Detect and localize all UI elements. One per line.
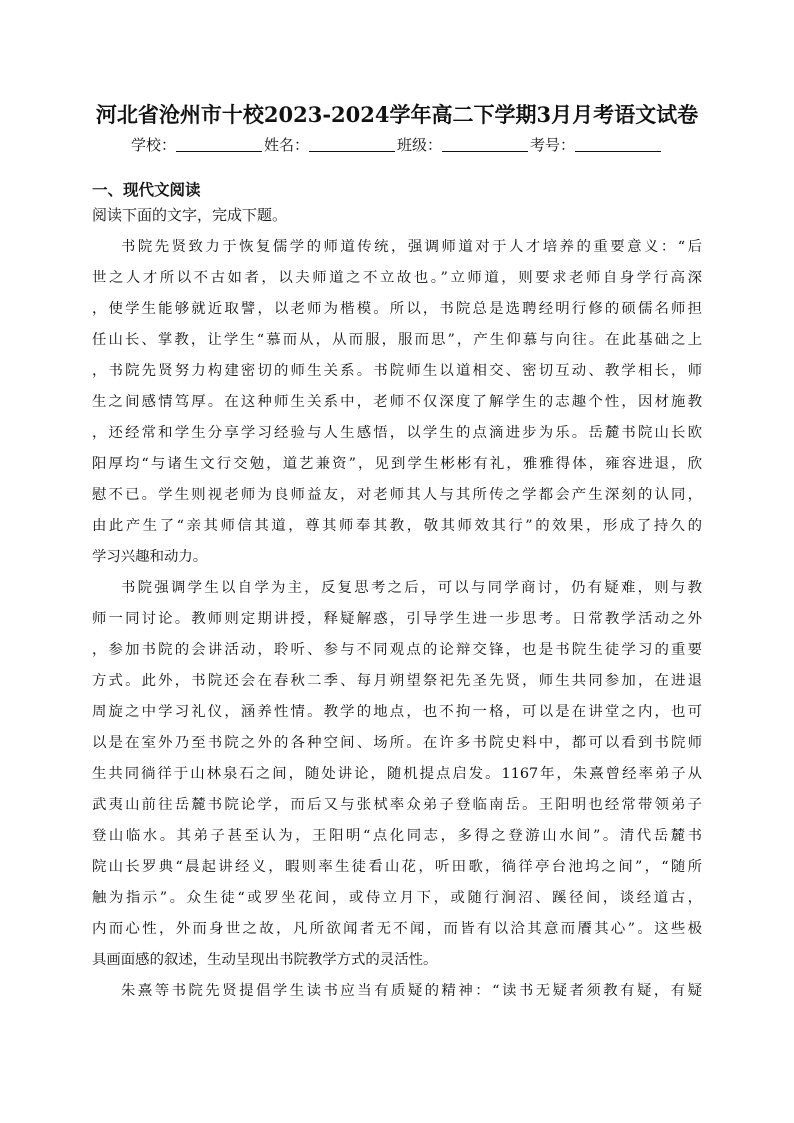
student-info-row — [0, 133, 794, 157]
class-blank — [442, 137, 528, 152]
passage-line: 触为指示”。众生徒“或罗坐花间，或侍立月下，或随行涧沼、蹊径间，谈经道古， — [92, 890, 702, 906]
exam-title: 河北省沧州市十校2023-2024学年高二下学期3月月考语文试卷 — [95, 102, 699, 127]
passage-line: 由此产生了“亲其师信其道，尊其师奉其教，敬其师效其行”的效果，形成了持久的 — [92, 518, 702, 534]
class-field — [397, 133, 530, 157]
name-label: 姓名： — [263, 136, 309, 154]
school-field — [131, 133, 264, 157]
passage-line: ，参加书院的会讲活动，聆听、参与不同观点的论辩交锋，也是书院生徒学习的重要 — [92, 642, 702, 658]
school-blank — [176, 137, 262, 152]
class-label: 班级： — [397, 136, 443, 154]
passage-line: 任山长、掌教，让学生“慕而从，从而服，服而思”，产生仰慕与向往。在此基础之上 — [92, 332, 702, 348]
reading-instruction: 阅读下面的文字，完成下题。 — [92, 206, 288, 224]
school-label: 学校： — [130, 136, 176, 154]
passage-line: 书院先贤致力于恢复儒学的师道传统，强调师道对于人才培养的重要意义：“后 — [121, 239, 702, 255]
name-field — [264, 133, 397, 157]
exam-number-field — [530, 133, 663, 157]
passage-line: 书院强调学生以自学为主，反复思考之后，可以与同学商讨，仍有疑难，则与教 — [121, 580, 702, 596]
passage-line: 慰不已。学生则视老师为良师益友，对老师其人与其所传之学都会产生深刻的认同， — [92, 487, 702, 503]
section-heading: 一、现代文阅读 — [92, 181, 201, 199]
passage-line: ，还经常和学生分享学习经验与人生感悟，以学生的点滴进步为乐。岳麓书院山长欧 — [92, 425, 702, 441]
passage-line: 学习兴趣和动力。 — [92, 549, 208, 565]
passage-line: 具画面感的叙述，生动呈现出书院教学方式的灵活性。 — [92, 952, 438, 968]
passage-line: 生之间感情笃厚。在这种师生关系中，老师不仅深度了解学生的志趣个性，因材施教 — [92, 394, 702, 410]
passage-line: 武夷山前往岳麓书院论学，而后又与张栻率众弟子登临南岳。王阳明也经常带领弟子 — [92, 797, 702, 813]
passage-line: 登山临水。其弟子甚至认为，王阳明“点化同志，多得之登游山水间”。清代岳麓书 — [92, 828, 702, 844]
name-blank — [309, 137, 395, 152]
exam-number-blank — [575, 137, 661, 152]
passage-line: 方式。此外，书院还会在春秋二季、每月朔望祭祀先圣先贤，师生共同参加，在进退 — [92, 673, 702, 689]
passage-line: ，使学生能够就近取譬，以老师为楷模。所以，书院总是选聘经明行修的硕儒名师担 — [92, 301, 702, 317]
passage-line: ，书院先贤努力构建密切的师生关系。书院师生以道相交、密切互动、教学相长，师 — [92, 363, 702, 379]
passage-line: 周旋之中学习礼仪，涵养性情。教学的地点，也不拘一格，可以是在讲堂之内，也可 — [92, 704, 702, 720]
passage-line: 阳厚均“与诸生文行交勉，道艺兼资”，见到学生彬彬有礼，雅雅得体，雍容进退，欣 — [92, 456, 702, 472]
passage-line: 内而心性，外而身世之故，凡所欲闻者无不闻，而皆有以洽其意而餍其心”。这些极 — [92, 921, 702, 937]
passage-line: 世之人才所以不古如者，以夫师道之不立故也。”立师道，则要求老师自身学行高深 — [92, 270, 702, 286]
passage-line: 师一同讨论。教师则定期讲授，释疑解惑，引导学生进一步思考。日常教学活动之外 — [92, 611, 702, 627]
passage-line: 以是在室外乃至书院之外的各种空间、场所。在许多书院史料中，都可以看到书院师 — [92, 735, 702, 751]
passage-line: 生共同徜徉于山林泉石之间，随处讲论，随机提点启发。1167年，朱熹曾经率弟子从 — [92, 766, 702, 782]
exam-number-label: 考号： — [530, 136, 576, 154]
passage-line: 朱熹等书院先贤提倡学生读书应当有质疑的精神：“读书无疑者须教有疑，有疑 — [121, 983, 702, 999]
passage-line: 院山长罗典“晨起讲经义，暇则率生徒看山花，听田歌，徜徉亭台池坞之间”，“随所 — [92, 859, 702, 875]
reading-passage — [92, 232, 702, 1007]
